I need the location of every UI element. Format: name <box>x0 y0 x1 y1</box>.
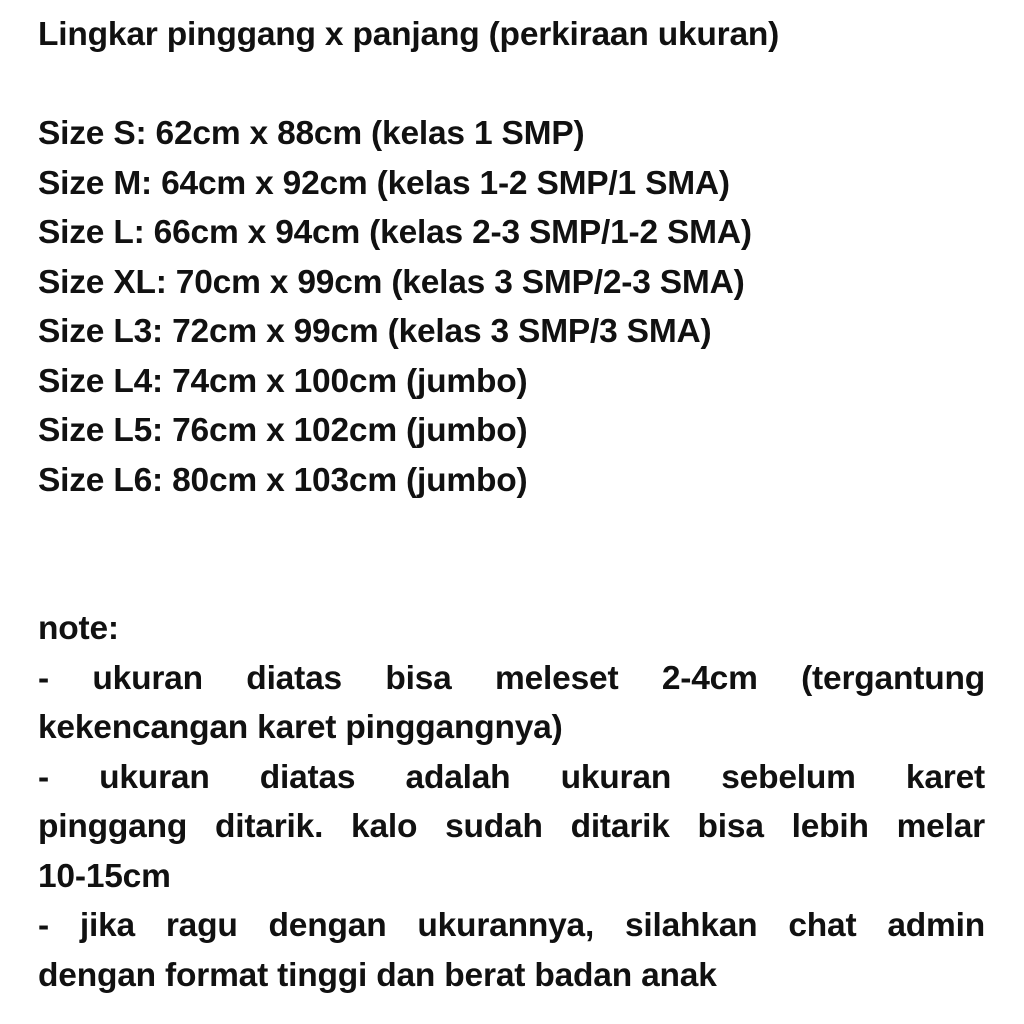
note-paragraph-1-line-1: - ukuran diatas bisa meleset 2-4cm (tergantung <box>38 659 985 697</box>
size-row-l6: Size L6: 80cm x 103cm (jumbo) <box>38 461 528 499</box>
size-row-l: Size L: 66cm x 94cm (kelas 2-3 SMP/1-2 SMA) <box>38 214 752 251</box>
note-paragraph-2-line-3: 10-15cm <box>38 857 171 895</box>
blank-line <box>38 555 985 605</box>
note-paragraph-3-line-2: dengan format tinggi dan berat badan anak <box>38 956 717 994</box>
size-row-l4: Size L4: 74cm x 100cm (jumbo) <box>38 362 528 400</box>
blank-line <box>38 505 985 555</box>
note-label: note: <box>38 610 119 647</box>
note-paragraph-3-line-1: - jika ragu dengan ukurannya, silahkan chat admin <box>38 907 985 944</box>
size-row-l3: Size L3: 72cm x 99cm (kelas 3 SMP/3 SMA) <box>38 313 712 350</box>
page-title: Lingkar pinggang x panjang (perkiraan ukuran) <box>38 16 780 53</box>
size-row-s: Size S: 62cm x 88cm (kelas 1 SMP) <box>38 115 585 152</box>
blank-line <box>38 60 985 110</box>
note-paragraph-1-line-2: kekencangan karet pinggangnya) <box>38 709 563 746</box>
size-row-l5: Size L5: 76cm x 102cm (jumbo) <box>38 412 528 449</box>
note-paragraph-2-line-2: pinggang ditarik. kalo sudah ditarik bisa lebih melar <box>38 808 985 845</box>
size-row-xl: Size XL: 70cm x 99cm (kelas 3 SMP/2-3 SMA) <box>38 263 745 301</box>
size-row-m: Size M: 64cm x 92cm (kelas 1-2 SMP/1 SMA) <box>38 164 730 202</box>
note-paragraph-2-line-1: - ukuran diatas adalah ukuran sebelum karet <box>38 758 985 796</box>
